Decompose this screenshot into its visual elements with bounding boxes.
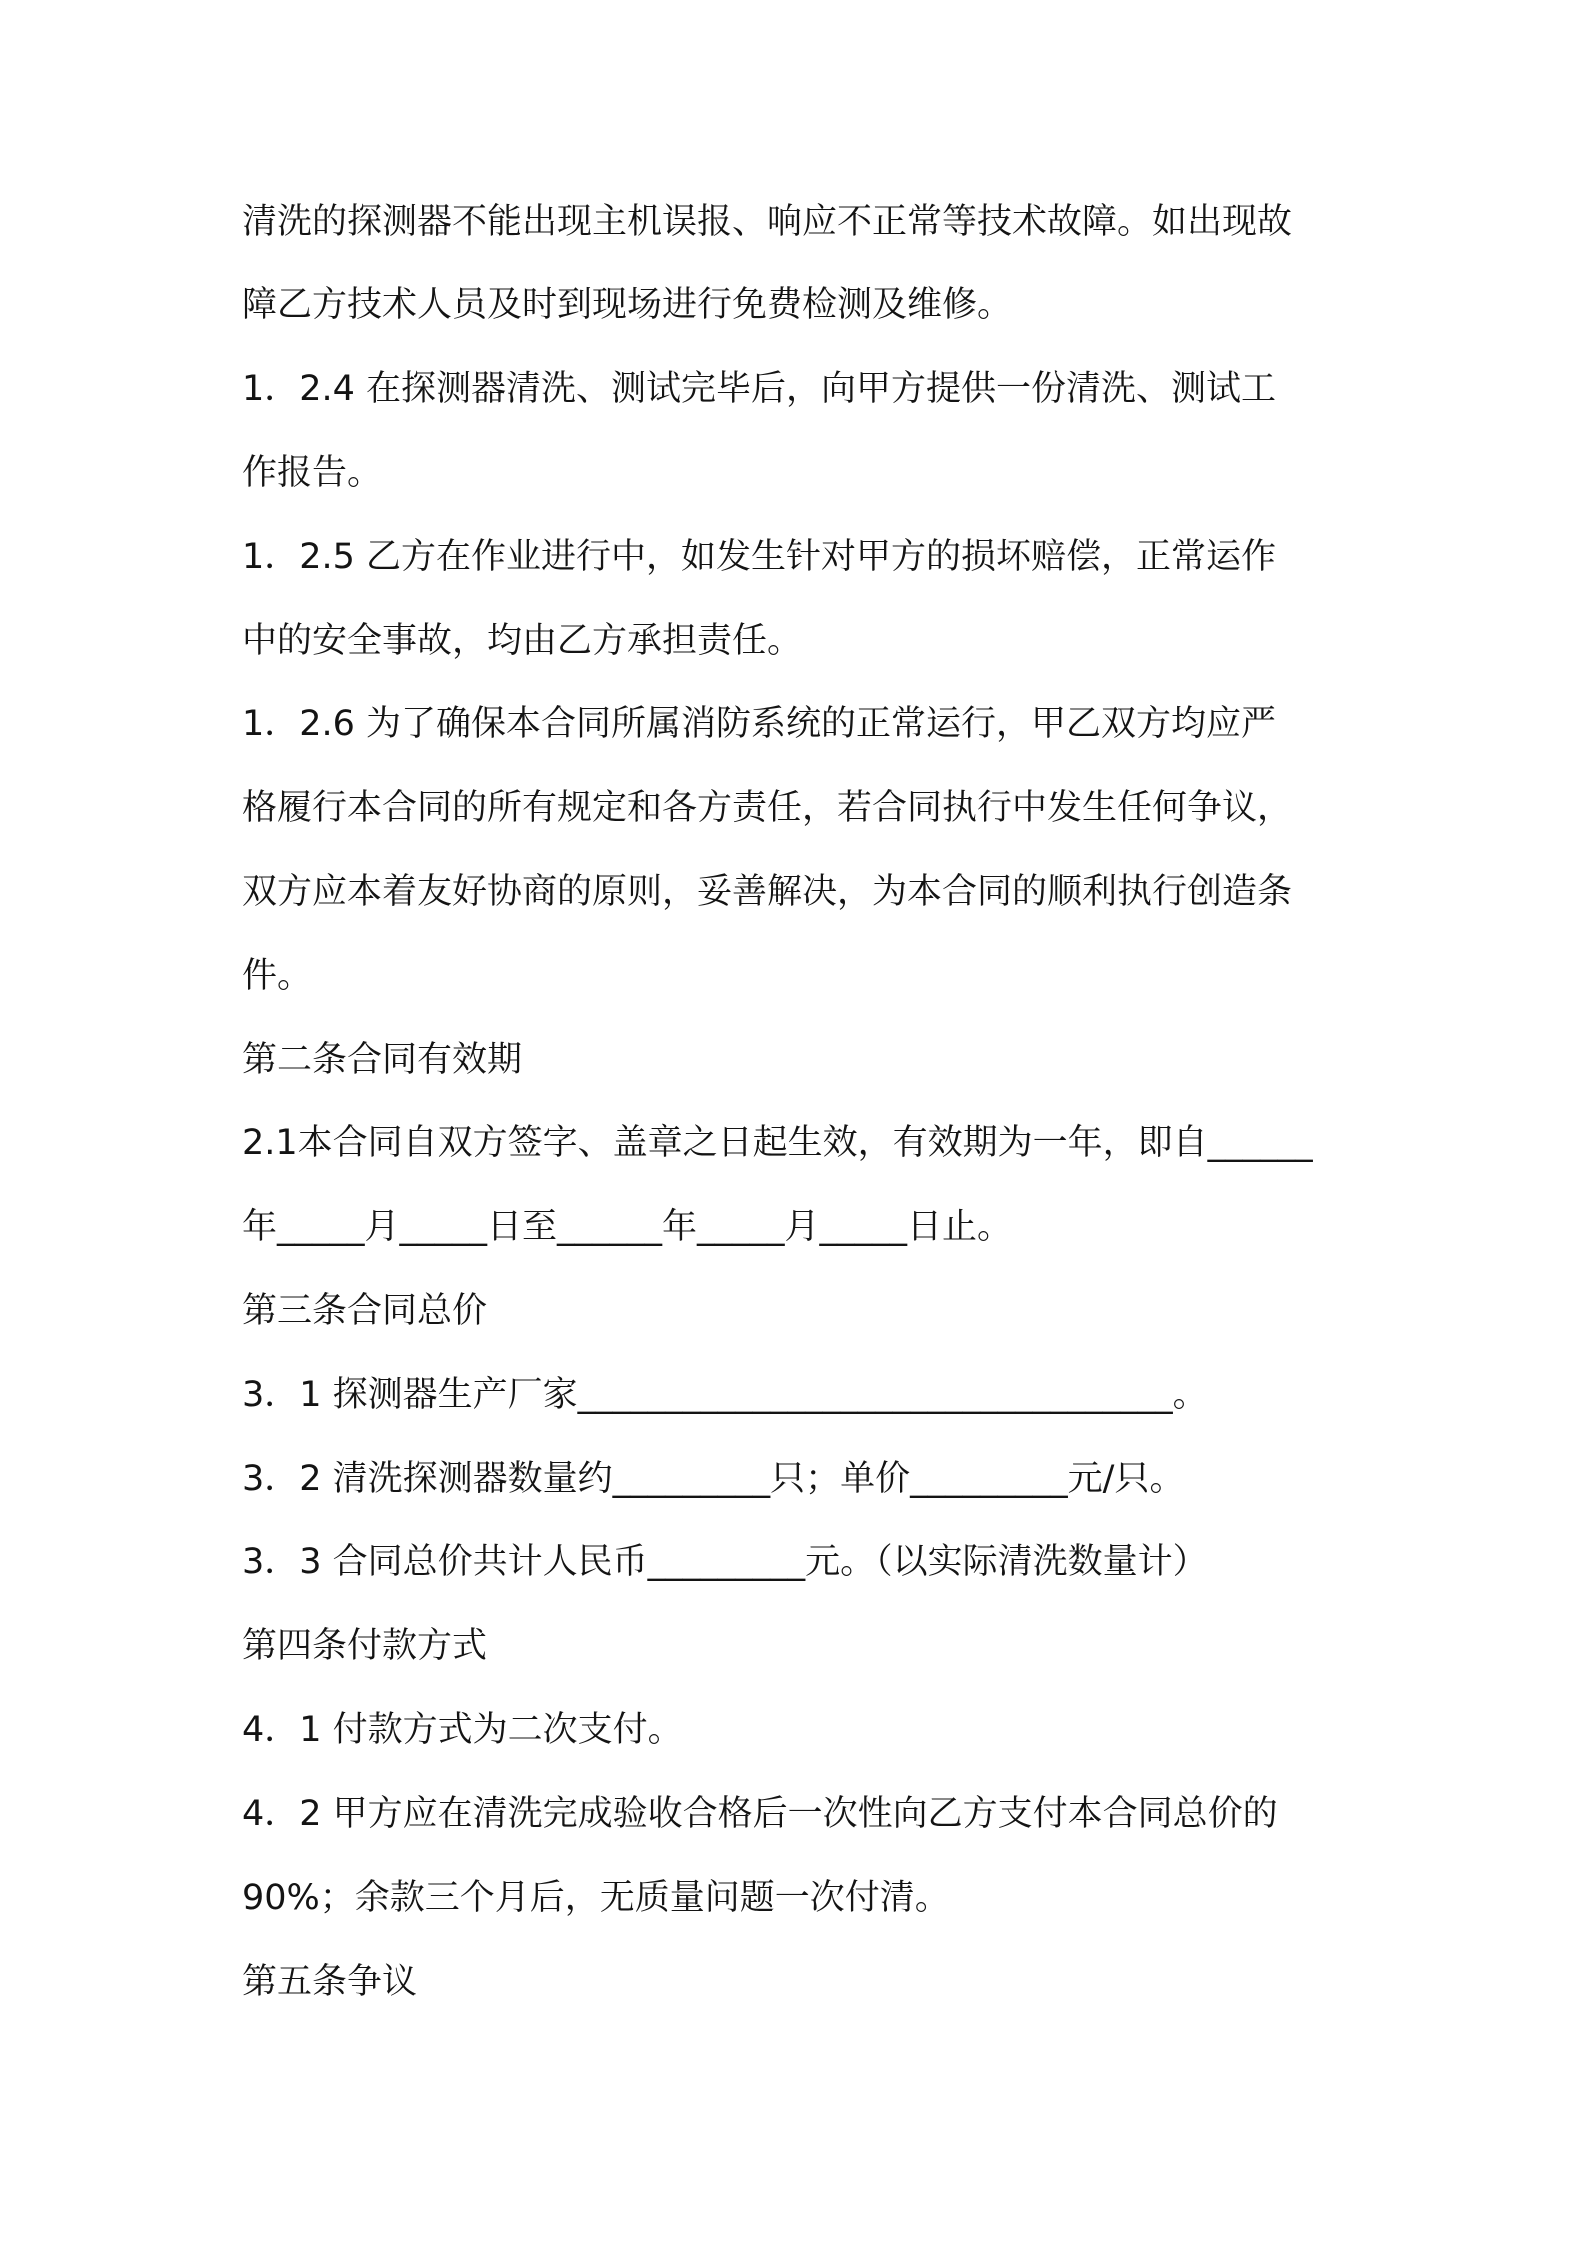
text-line: 3．1 探测器生产厂家__________________________________。	[242, 1375, 1208, 1415]
text-line: 2.1本合同自双方签字、盖章之日起生效，有效期为一年，即自______	[242, 1123, 1313, 1163]
text-line: 1．2.4 在探测器清洗、测试完毕后，向甲方提供一份清洗、测试工	[242, 369, 1277, 409]
text-line: 3．3 合同总价共计人民币_________元。（以实际清洗数量计）	[242, 1542, 1208, 1582]
section-heading: 第五条争议	[242, 1962, 418, 2002]
text-line: 件。	[242, 956, 313, 996]
text-line: 90%；余款三个月后，无质量问题一次付清。	[242, 1878, 950, 1918]
text-line: 4．1 付款方式为二次支付。	[242, 1710, 683, 1750]
section-heading: 第二条合同有效期	[242, 1040, 523, 1080]
section-heading: 第四条付款方式	[242, 1626, 488, 1666]
text-line: 障乙方技术人员及时到现场进行免费检测及维修。	[242, 285, 1013, 325]
text-line: 3．2 清洗探测器数量约_________只；单价_________元/只。	[242, 1459, 1185, 1499]
text-line: 清洗的探测器不能出现主机误报、响应不正常等技术故障。如出现故	[242, 202, 1293, 242]
text-line: 中的安全事故，均由乙方承担责任。	[242, 621, 803, 661]
text-line: 1．2.6 为了确保本合同所属消防系统的正常运行，甲乙双方均应严	[242, 704, 1277, 744]
text-line: 年_____月_____日至______年_____月_____日止。	[242, 1207, 1013, 1247]
text-line: 作报告。	[242, 453, 383, 493]
text-line: 格履行本合同的所有规定和各方责任，若合同执行中发生任何争议，	[242, 788, 1293, 828]
text-line: 双方应本着友好协商的原则，妥善解决，为本合同的顺利执行创造条	[242, 872, 1293, 912]
text-line: 4．2 甲方应在清洗完成验收合格后一次性向乙方支付本合同总价的	[242, 1794, 1278, 1834]
text-line: 1．2.5 乙方在作业进行中，如发生针对甲方的损坏赔偿，正常运作	[242, 537, 1277, 577]
section-heading: 第三条合同总价	[242, 1291, 488, 1331]
